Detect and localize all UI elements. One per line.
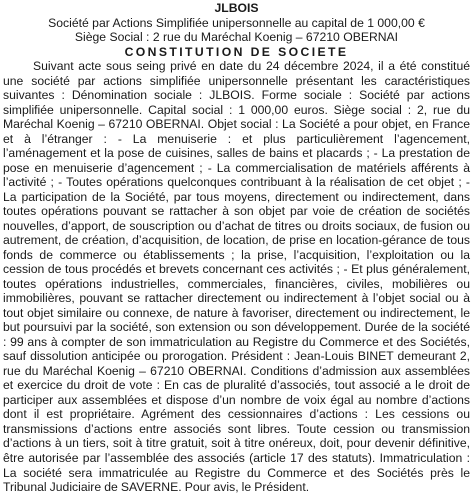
company-form-capital: Société par Actions Simplifiée unipersonnelle au capital de 1 000,00 € xyxy=(48,15,425,30)
section-heading: CONSTITUTION DE SOCIETE xyxy=(124,44,349,59)
company-name: JLBOIS xyxy=(214,1,259,15)
registered-office: Siège Social : 2 rue du Maréchal Koenig – 67210 OBERNAI xyxy=(74,30,399,45)
legal-notice xyxy=(3,1,470,495)
notice-body: Suivant acte sous seing privé en date du 24 décembre 2024, il a été constitué une société par actions simplifiée unipersonnelle présentant les caractéristiques suivantes : Dénomination sociale : JLBOIS. Forme sociale : Société par actions simplifiée unipersonnelle. Capital social : 1 000,00 euros. Siège social : 2, rue du Maréchal Koenig – 67210 OBERNAI. Objet social : La Société a pour objet, en France et à l’étranger : - La menuiserie : et plus particulièrement l’agencement, l’aménagement et la pose de cuisines, salles de bains et placards ; - La prestation de pose en menuiserie d’agencement ; - La commercialisation de matériels afférents à l’activité ; - Toutes opérations quelconques contribuant à la réalisation de cet objet ; - La participation de la Société, par tous moyens, directement ou indirectement, dans toutes opérations pouvant se rattacher à son objet par voie de création de sociétés nouvelles, d’apport, de souscription ou d’achat de titres ou droits sociaux, de fusion ou autrement, de création, d’acquisition, de location, de prise en location-gérance de tous fonds de commerce ou établissements ; la prise, l’acquisition, l’exploitation ou la cession de tous procédés et brevets concernant ces activités ; - Et plus généralement, toutes opérations industrielles, commerciales, financières, civiles, mobilières ou immobilières, pouvant se rattacher directement ou indirectement à l’objet social ou à tout objet similaire ou connexe, de nature à favoriser, directement ou indirectement, le but poursuivi par la société, son extension ou son développement. Durée de la société : 99 ans à compter de son immatriculation au Registre du Commerce et des Sociétés, sauf dissolution anticipée ou prorogation. Président : Jean-Louis BINET demeurant 2, rue du Maréchal Koenig – 67210 OBERNAI. Conditions d’admission aux assemblées et exercice du droit de vote : En cas de pluralité d’associés, tout associé a le droit de participer aux assemblées et dispose d’un nombre de voix égal au nombre d’actions dont il est propriétaire. Agrément des cessionnaires d’actions : Les cessions ou transmissions d’actions entre associés sont libres. Toute cession ou transmission d’actions à un tiers, soit à titre gratuit, soit à titre onéreux, doit, pour devenir définitive, être autorisée par l’assemblée des associés (article 17 des statuts). Immatriculation : La société sera immatriculée au Registre du Commerce et des Sociétés près le Tribunal Judiciaire de SAVERNE. Pour avis, le Président. xyxy=(3,59,470,495)
